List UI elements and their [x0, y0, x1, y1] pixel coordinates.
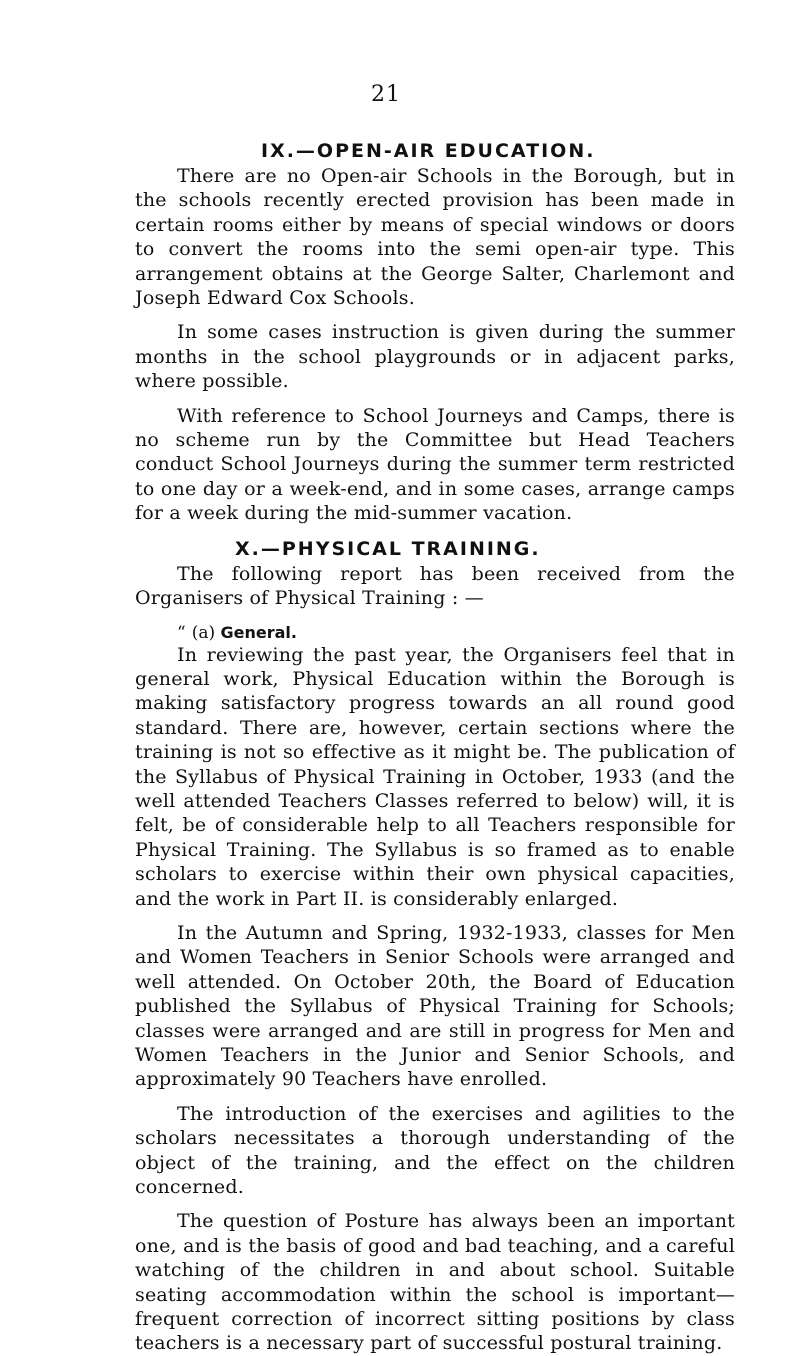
paragraph-reviewing-year: In reviewing the past year, the Organisers feel that in general work, Physical Education within the Borough is making satisfactory progress towards an all round good standard. There are, however, certain sections where the training is not so effective as it might be. The publication of the Syllabus of Physical Training in October, 1933 (and the well attended Teachers Classes referred to below) will, it is felt, be of considerable help to all Teachers responsible for Physical Training. The Syllabus is so framed as to enable scholars to exercise within their own physical capacities, and the work in Part II. is considerably enlarged.	[135, 643, 735, 910]
subheading-letter: (a)	[191, 622, 216, 643]
paragraph-open-air-schools: There are no Open-air Schools in the Borough, but in the schools recently erected provision has been made in certain rooms either by means of special windows or doors to convert the rooms into the semi open-air type. This arrangement obtains at the George Salter, Charlemont and Joseph Edward Cox Schools.	[135, 165, 735, 310]
section-heading-open-air-education: IX.—OPEN-AIR EDUCATION.	[261, 140, 596, 162]
subheading-general	[135, 623, 735, 643]
subheading-label: General.	[220, 622, 297, 642]
paragraph-report-intro: The following report has been received from the Organisers of Physical Training : —	[135, 562, 735, 610]
page-content	[135, 140, 735, 1356]
paragraph-summer-instruction: In some cases instruction is given during the summer months in the school playgrounds or in adjacent parks, where possible.	[135, 321, 735, 393]
paragraph-school-journeys: With reference to School Journeys and Camps, there is no scheme run by the Committee but Head Teachers conduct School Journeys during the summer term restricted to one day or a week-end, and in some cases, arrange camps for a week during the mid-summer vacation.	[135, 404, 735, 525]
paragraph-teacher-classes: In the Autumn and Spring, 1932-1933, classes for Men and Women Teachers in Senior Schools were arranged and well attended. On October 20th, the Board of Education published the Syllabus of Physical Training for Schools; classes were arranged and are still in progress for Men and Women Teachers in the Junior and Senior Schools, and approximately 90 Teachers have enrolled.	[135, 921, 735, 1091]
page-number: 21	[371, 82, 401, 107]
subheading-quote-mark: “	[177, 622, 186, 643]
paragraph-exercises-agilities: The introduction of the exercises and agilities to the scholars necessitates a thorough understanding of the object of the training, and the effect on the children concerned.	[135, 1102, 735, 1199]
section-heading-physical-training: X.—PHYSICAL TRAINING.	[235, 537, 541, 560]
paragraph-posture: The question of Posture has always been an important one, and is the basis of good and bad teaching, and a careful watching of the children in and about school. Suitable seating accommodation within the school is important—frequent correction of incorrect sitting positions by class teachers is a necessary part of successful postural training.	[135, 1210, 735, 1355]
